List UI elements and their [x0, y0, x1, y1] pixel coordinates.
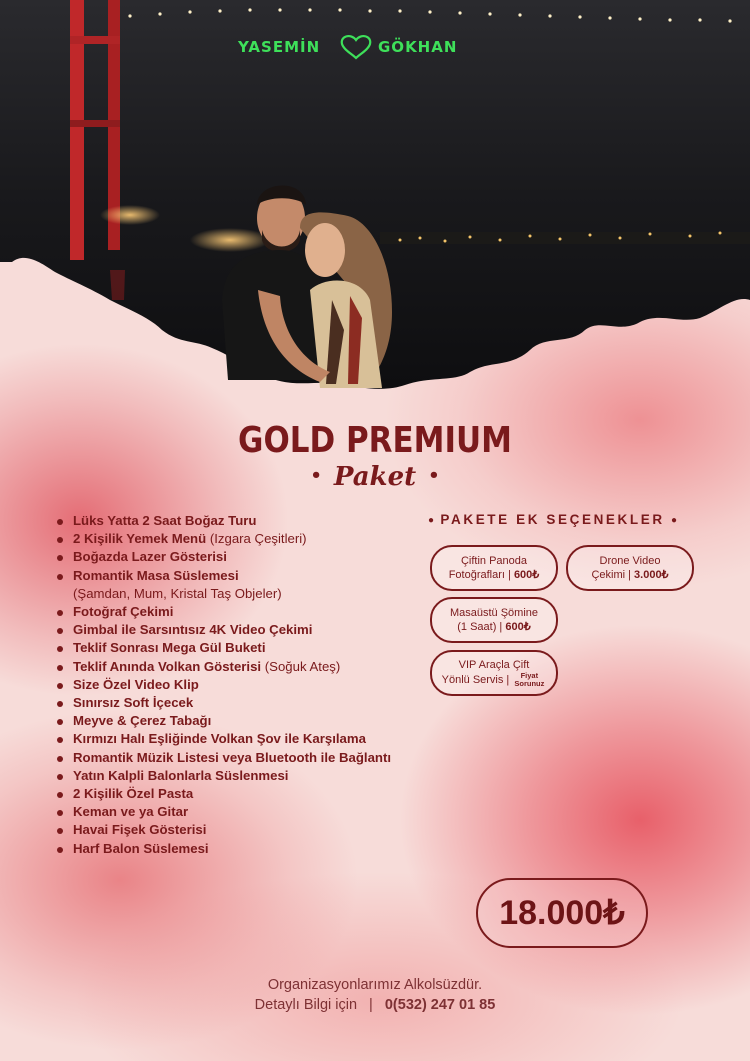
feature-item: 2 Kişilik Yemek Menü (Izgara Çeşitleri) [56, 530, 391, 548]
feature-item: 2 Kişilik Özel Pasta [56, 785, 391, 803]
footer-note: Organizasyonlarımız Alkolsüzdür. [267, 977, 483, 993]
feature-item: Yatın Kalpli Balonlarla Süslenmesi [56, 767, 391, 785]
footer-contact [0, 997, 750, 1013]
feature-item: Lüks Yatta 2 Saat Boğaz Turu [56, 512, 391, 530]
feature-item: Meyve & Çerez Tabağı [56, 712, 391, 730]
feature-item: Gimbal ile Sarsıntısız 4K Video Çekimi [56, 621, 391, 639]
sign-left-text: YASEMİN [238, 38, 321, 56]
couple-photo [0, 0, 750, 400]
bullet-icon: ● [428, 515, 435, 526]
footer-separator: | [369, 997, 373, 1013]
feature-item: Sınırsız Soft İçecek [56, 694, 391, 712]
bullet-icon: ● [671, 515, 678, 526]
extra-option-drone: Drone Video Çekimi | 3.000₺ [566, 545, 694, 591]
feature-item: Boğazda Lazer Gösterisi [56, 548, 391, 566]
features-list [56, 512, 391, 858]
feature-item: Romantik Müzik Listesi veya Bluetooth ile Bağlantı [56, 749, 391, 767]
feature-item: Kırmızı Halı Eşliğinde Volkan Şov ile Karşılama [56, 730, 391, 748]
feature-item: Keman ve ya Gitar [56, 803, 391, 821]
extra-option-vip-transfer: VIP Araçla Çift Yönlü Servis | Fiyat Sorunuz [430, 650, 558, 696]
package-title: GOLD PREMIUM [238, 420, 512, 461]
dot-icon: • [428, 465, 440, 486]
footer-info-label: Detaylı Bilgi için [254, 997, 358, 1013]
feature-item: Fotoğraf Çekimi [56, 603, 391, 621]
feature-item: Havai Fişek Gösterisi [56, 821, 391, 839]
dot-icon: • [310, 465, 322, 486]
feature-item: Romantik Masa Süslemesi [56, 567, 391, 585]
feature-item: Teklif Sonrası Mega Gül Buketi [56, 639, 391, 657]
feature-item: Teklif Anında Volkan Gösterisi (Soğuk Ateş) [56, 658, 391, 676]
price-badge: 18.000₺ [476, 878, 648, 948]
feature-item: Size Özel Video Klip [56, 676, 391, 694]
extras-heading: ● PAKETE EK SEÇENEKLER ● [428, 512, 678, 527]
package-subtitle [0, 462, 750, 492]
feature-item: Harf Balon Süslemesi [56, 840, 391, 858]
phone-number[interactable]: 0(532) 247 01 85 [384, 997, 496, 1013]
extra-option-panel-photos: Çiftin Panoda Fotoğrafları | 600₺ [430, 545, 558, 591]
feature-note: (Şamdan, Mum, Kristal Taş Objeler) [73, 585, 282, 601]
extra-option-fireplace: Masaüstü Şömine (1 Saat) | 600₺ [430, 597, 558, 643]
sign-right-text: GÖKHAN [378, 38, 458, 56]
package-subtitle-text: Paket [333, 462, 417, 492]
